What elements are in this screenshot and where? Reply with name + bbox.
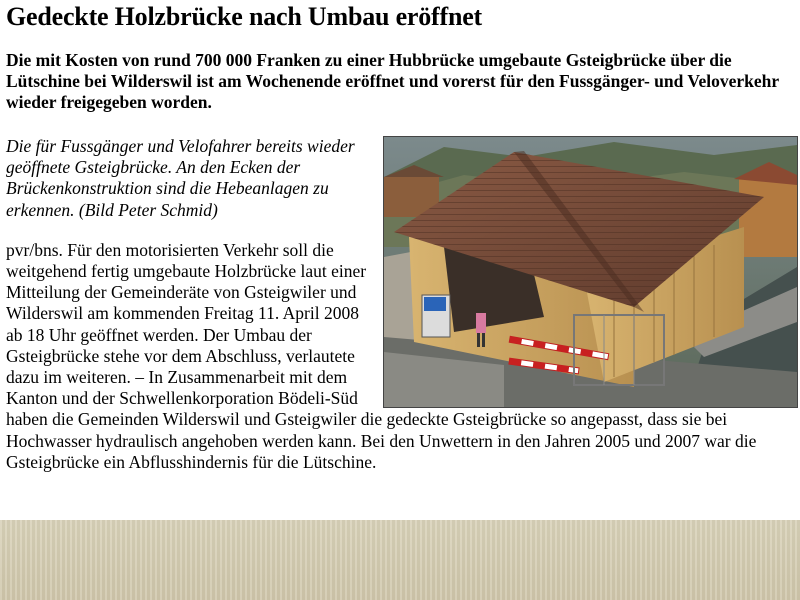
- article-body: [6, 136, 798, 473]
- body-text: pvr/bns. Für den motorisierten Verkehr soll die weitgehend fertig umgebaute Holzbrücke laut einer Mitteilung der Gemeinderäte von Gsteigwiler und Wilderswil am kommenden Freitag 11. April 2008 ab 18 Uhr geöffnet werden. Der Umbau der Gsteigbrücke stehe vor dem Abschluss, verlautete dazu im weiteren. – In Zusammenarbeit mit dem Kanton und der Schwellenkorporation Bödeli-Süd haben die Gemeinden Wilderswil und Gsteigwiler die gedeckte Gsteigbrücke so angepasst, dass sie bei Hochwasser hydraulisch angehoben werden kann. Bei den Unwettern in den Jahren 2005 und 2007 war die Gsteigbrücke ein Abflusshindernis für die Lütschine.: [6, 239, 757, 472]
- bridge-photo-figure: [383, 136, 798, 408]
- lead-paragraph: Die mit Kosten von rund 700 000 Franken zu einer Hubbrücke umgebaute Gsteigbrücke über die Lütschine bei Wilderswil ist am Wochenende eröffnet und vorerst für den Fussgänger- und Veloverkehr wieder freigegeben worden.: [6, 50, 779, 112]
- headline: Gedeckte Holzbrücke nach Umbau eröffnet: [6, 2, 483, 31]
- photo-caption: Die für Fussgänger und Velofahrer bereits wieder geöffnete Gsteigbrücke. An den Ecken der Brückenkonstruktion sind die Hebeanlagen zu erkennen. (Bild Peter Schmid): [6, 136, 355, 220]
- paper-background: [0, 520, 800, 600]
- bridge-photo: [383, 136, 798, 408]
